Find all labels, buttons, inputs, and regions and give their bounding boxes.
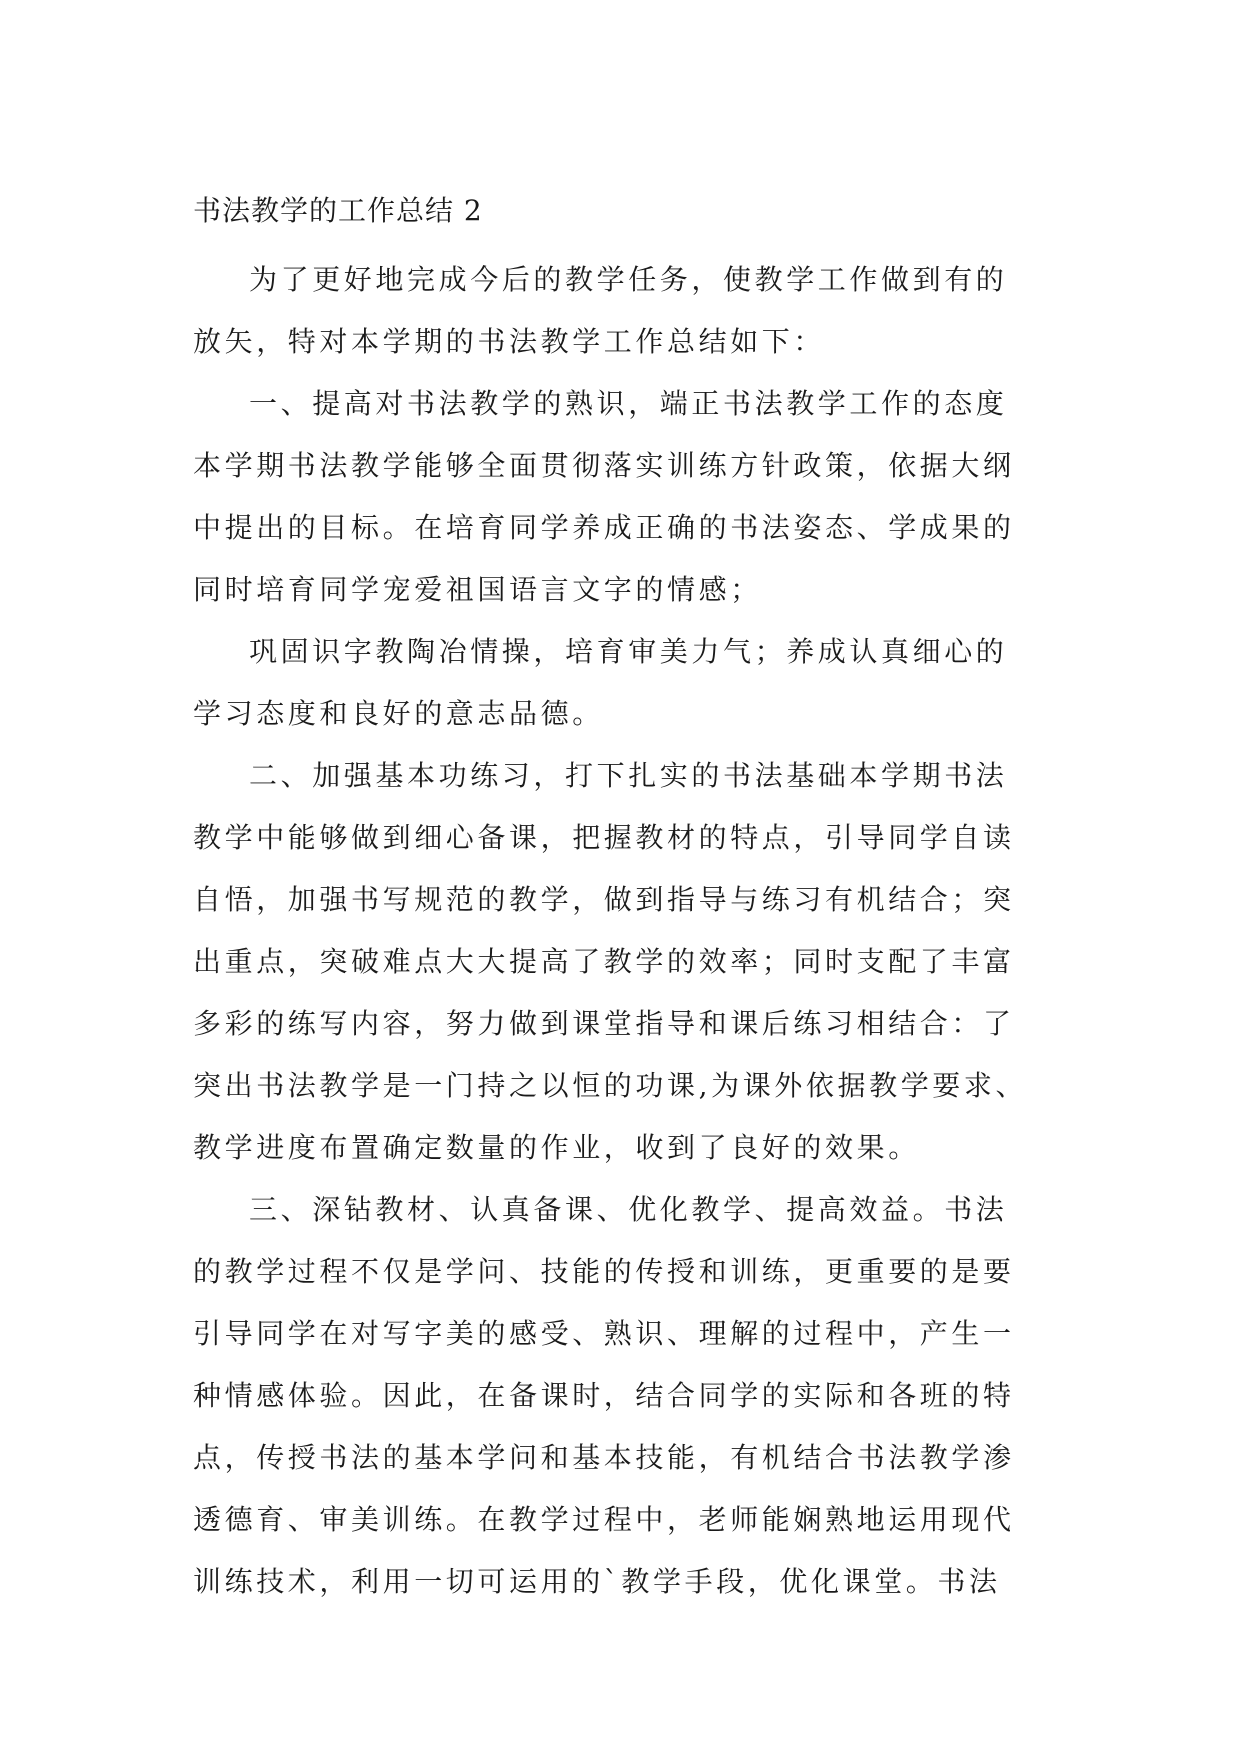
paragraph-section-1-cont — [193, 621, 1053, 745]
paragraph-line: 出重点，突破难点大大提高了教学的效率；同时支配了丰富 — [193, 945, 1015, 978]
paragraph-line: 的教学过程不仅是学问、技能的传授和训练，更重要的是要 — [193, 1255, 1015, 1288]
paragraph-line: 训练技术，利用一切可运用的`教学手段，优化课堂。书法 — [193, 1565, 1001, 1598]
paragraph-line: 本学期书法教学能够全面贯彻落实训练方针政策，依据大纲 — [193, 449, 1015, 482]
paragraph-line: 学习态度和良好的意志品德。 — [193, 697, 604, 730]
paragraph-section-1 — [193, 373, 1053, 621]
paragraph-line: 二、加强基本功练习，打下扎实的书法基础本学期书法 — [249, 759, 1008, 792]
paragraph-line: 点，传授书法的基本学问和基本技能，有机结合书法教学渗 — [193, 1441, 1015, 1474]
paragraph-line: 中提出的目标。在培育同学养成正确的书法姿态、学成果的 — [193, 511, 1015, 544]
paragraph-section-2 — [193, 745, 1053, 1179]
paragraph-line: 教学中能够做到细心备课，把握教材的特点，引导同学自读 — [193, 821, 1015, 854]
paragraph-line: 多彩的练写内容，努力做到课堂指导和课后练习相结合：了 — [193, 1007, 1015, 1040]
paragraph-line: 突出书法教学是一门持之以恒的功课,为课外依据教学要求、 — [193, 1069, 1028, 1102]
paragraph-line: 为了更好地完成今后的教学任务，使教学工作做到有的 — [249, 263, 1008, 296]
paragraph-line: 三、深钻教材、认真备课、优化教学、提高效益。书法 — [249, 1193, 1008, 1226]
paragraph-line: 透德育、审美训练。在教学过程中，老师能娴熟地运用现代 — [193, 1503, 1015, 1536]
paragraph-intro — [193, 249, 1053, 373]
paragraph-line: 教学进度布置确定数量的作业，收到了良好的效果。 — [193, 1131, 920, 1164]
paragraph-line: 巩固识字教陶冶情操，培育审美力气；养成认真细心的 — [249, 635, 1008, 668]
document-page — [193, 191, 1053, 1613]
paragraph-line: 自悟，加强书写规范的教学，做到指导与练习有机结合；突 — [193, 883, 1015, 916]
paragraph-line: 同时培育同学宠爱祖国语言文字的情感； — [193, 573, 762, 606]
paragraph-line: 放矢，特对本学期的书法教学工作总结如下： — [193, 325, 826, 358]
paragraph-line: 种情感体验。因此，在备课时，结合同学的实际和各班的特 — [193, 1379, 1015, 1412]
paragraph-line: 引导同学在对写字美的感受、熟识、理解的过程中，产生一 — [193, 1317, 1015, 1350]
paragraph-line: 一、提高对书法教学的熟识，端正书法教学工作的态度 — [249, 387, 1008, 420]
paragraph-section-3 — [193, 1179, 1053, 1613]
document-title: 书法教学的工作总结 2 — [193, 194, 483, 227]
